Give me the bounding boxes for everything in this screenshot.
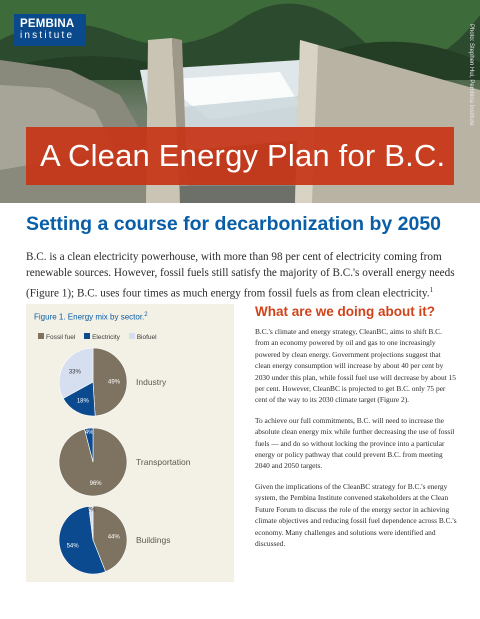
pie-label-buildings-fossil: 44% bbox=[107, 534, 120, 541]
sector-label-industry: Industry bbox=[136, 377, 167, 387]
legend-label-electricity: Electricity bbox=[92, 333, 120, 341]
pie-label-industry-biofuel: 33% bbox=[68, 369, 81, 376]
pembina-logo bbox=[14, 14, 86, 46]
legend-label-fossil: Fossil fuel bbox=[46, 333, 76, 341]
figure-1-panel bbox=[26, 304, 234, 582]
intro-footnote: 1 bbox=[429, 285, 434, 294]
pie-label-industry-electricity: 18% bbox=[76, 398, 89, 405]
pie-label-transportation-fossil: 96% bbox=[89, 481, 102, 488]
figure-footnote: 2 bbox=[144, 312, 148, 318]
sector-label-transportation: Transportation bbox=[136, 457, 191, 467]
title-band bbox=[26, 127, 454, 185]
right-column-heading: What are we doing about it? bbox=[255, 304, 435, 319]
photo-credit: Photo: Stephen Hui, Pembina Institute bbox=[468, 24, 474, 126]
legend-label-biofuel: Biofuel bbox=[136, 333, 157, 341]
intro-text: B.C. is a clean electricity powerhouse, with more than 98 per cent of electricity coming from renewable sources. However, fossil fuels still satisfy the majority of B.C.'s overall energy needs (Figure 1); B.C. uses four times as much energy from fossil fuels as from clean electricity. bbox=[26, 251, 455, 300]
pie-label-industry-fossil: 49% bbox=[108, 379, 121, 386]
hero-photo bbox=[0, 0, 480, 203]
right-column-body bbox=[255, 326, 458, 558]
logo-line-2: institute bbox=[20, 30, 75, 41]
right-paragraph-3: Given the implications of the CleanBC strategy for B.C.'s energy system, the Pembina Institute convened stakeholders at the Clean Future Forum to discuss the role of the energy sector in achieving climate objectives and reducing fossil fuel dependence across B.C.'s economy. Many challenges and solutions were identified and discussed. bbox=[255, 481, 457, 548]
pie-label-buildings-biofuel: 2% bbox=[86, 507, 96, 514]
document-title: A Clean Energy Plan for B.C. bbox=[40, 138, 446, 173]
intro-paragraph bbox=[26, 249, 458, 302]
right-paragraph-2: To achieve our full commitments, B.C. will need to increase the absolute clean energy mix while further decreasing the use of fossil fuels — and do so without locking the province into a particular energy or policy pathway that could prevent B.C. from meeting 2040 and 2050 targets. bbox=[255, 415, 455, 471]
figure-title-text: Figure 1. Energy mix by sector. bbox=[34, 312, 145, 322]
right-paragraph-1: B.C.'s climate and energy strategy, CleanBC, aims to shift B.C. from an economy powered by oil and gas to one increasingly powered by clean energy. Government projections suggest that clean energy consumption will increase by about 40 per cent by 2030 under this plan, while fossil fuel use will decrease by about 15 per cent. However, CleanBC is projected to get B.C. only 75 per cent of the way to its 2030 climate target (Figure 2). bbox=[255, 327, 456, 405]
section-headline: Setting a course for decarbonization by 2050 bbox=[26, 213, 442, 235]
logo-line-1: PEMBINA bbox=[20, 18, 75, 30]
sector-label-buildings: Buildings bbox=[136, 535, 171, 545]
energy-mix-pie-charts bbox=[26, 304, 234, 582]
pie-label-transportation-electricity: 4% bbox=[84, 429, 94, 436]
pie-label-buildings-electricity: 54% bbox=[66, 543, 79, 550]
